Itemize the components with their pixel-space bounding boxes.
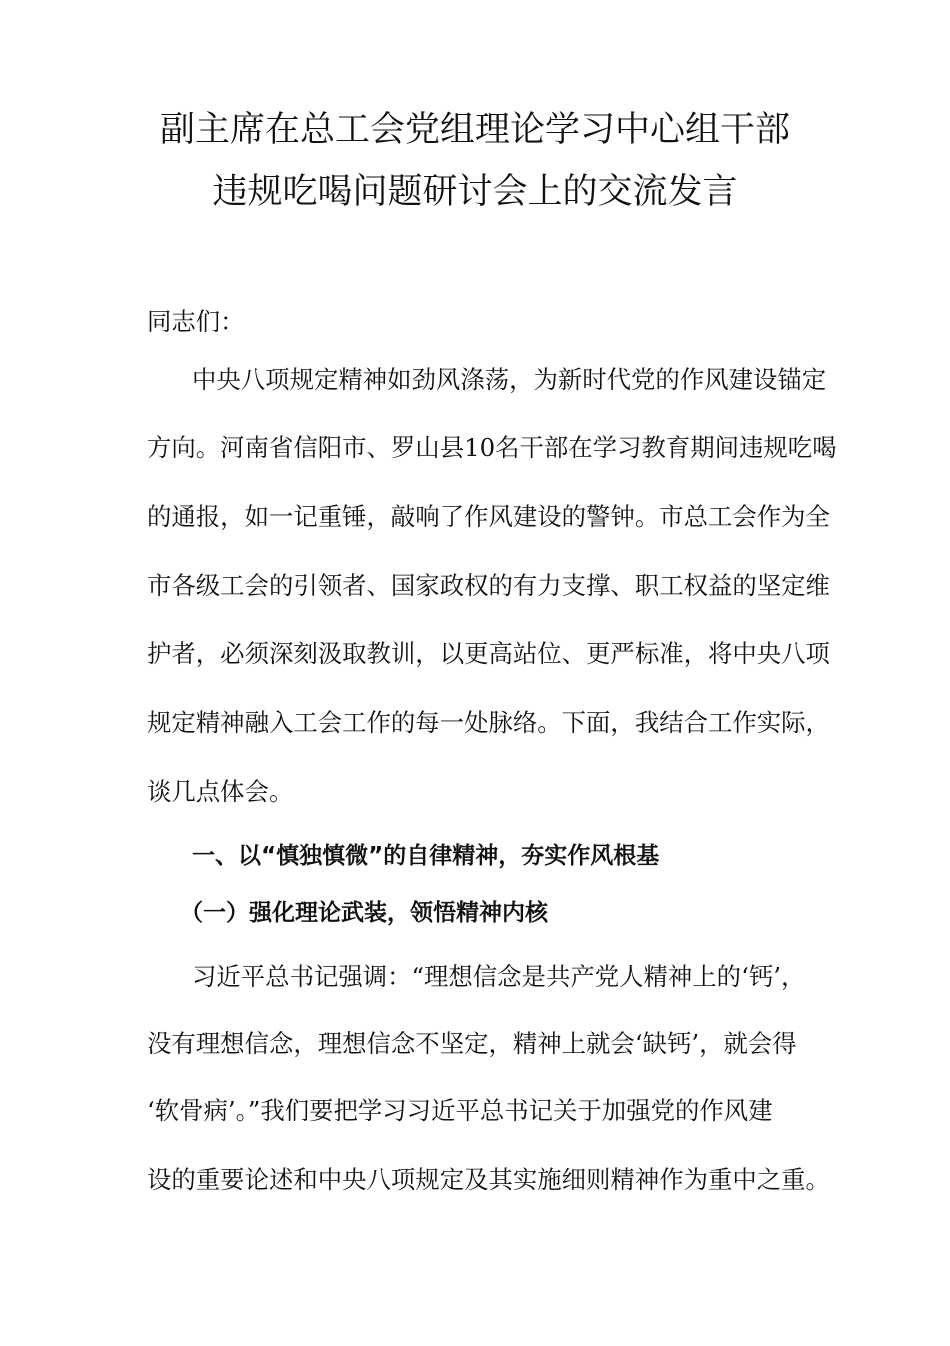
text-line: 设的重要论述和中央八项规定及其实施细则精神作为重中之重。 xyxy=(147,1165,830,1194)
text-line: 方向。河南省信阳市、罗山县10名干部在学习教育期间违规吃喝 xyxy=(147,433,837,462)
title-line: 副主席在总工会党组理论学习中心组干部 xyxy=(159,110,790,150)
text-line: 谈几点体会。 xyxy=(147,777,294,806)
text-line: 没有理想信念，理想信念不坚定，精神上就会‘缺钙’，就会得 xyxy=(147,1029,797,1058)
text-line: 市各级工会的引领者、国家政权的有力支撑、职工权益的坚定维 xyxy=(147,571,830,600)
text-line: 的通报，如一记重锤，敲响了作风建设的警钟。市总工会作为全 xyxy=(147,502,830,531)
title-line: 违规吃喝问题研讨会上的交流发言 xyxy=(212,172,738,212)
text-line: 规定精神融入工会工作的每一处脉络。下面，我结合工作实际， xyxy=(147,708,830,737)
subsection-heading: （一）强化理论武装，领悟精神内核 xyxy=(180,900,548,926)
text-line: 护者，必须深刻汲取教训，以更高站位、更严标准，将中央八项 xyxy=(147,639,830,668)
section-heading: 一、以“慎独慎微”的自律精神，夯实作风根基 xyxy=(192,843,660,869)
text-line: 中央八项规定精神如劲风涤荡，为新时代党的作风建设锚定 xyxy=(192,365,827,394)
salutation: 同志们： xyxy=(147,307,245,336)
text-line: ‘软骨病’。”我们要把学习习近平总书记关于加强党的作风建 xyxy=(147,1096,773,1125)
text-line: 习近平总书记强调：“理想信念是共产党人精神上的‘钙’， xyxy=(192,962,806,991)
